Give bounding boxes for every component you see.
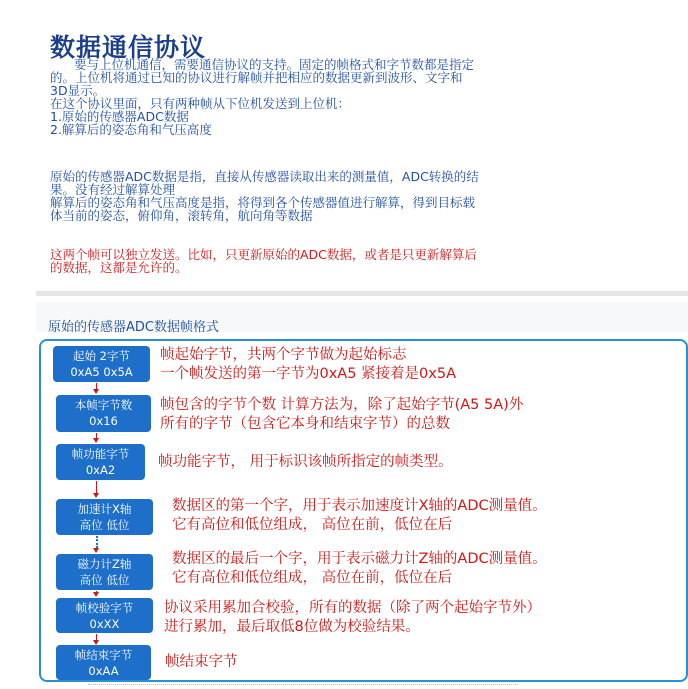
field-desc-accel-x <box>172 497 547 535</box>
raw-desc-line: 解算后的姿态角和气压高度是指，将得到各个传感器值进行解算，得到目标载 <box>50 195 476 210</box>
field-box-checksum <box>56 598 153 633</box>
intro-paragraph <box>50 58 474 136</box>
raw-desc-line: 果。没有经过解算处理 <box>50 182 176 197</box>
raw-desc-line: 原始的传感器ADC数据是指，直接从传感器读取出来的测量值，ADC转换的结 <box>50 169 479 184</box>
field-value: 高位 低位 <box>79 573 130 587</box>
raw-desc-line: 体当前的姿态，俯仰角，滚转角，航向角等数据 <box>50 208 313 223</box>
field-label: 帧结束字节 <box>74 648 133 662</box>
down-arrow-icon <box>93 548 99 553</box>
field-value: 0x16 <box>89 414 118 428</box>
field-desc-line: 帧包含的字节个数 计算方法为，除了起始字节(A5 5A)外 <box>160 397 524 413</box>
field-desc-line: 它有高位和低位组成， 高位在前，低位在后 <box>172 517 453 533</box>
field-desc-function <box>158 453 453 472</box>
intro-line: 要与上位机通信，需要通信协议的支持。固定的帧格式和字节数都是指定 <box>74 57 475 72</box>
section-title: 原始的传感器ADC数据帧格式 <box>48 320 219 335</box>
down-arrow-icon <box>93 438 99 443</box>
note-line: 的数据，这都是允许的。 <box>50 260 188 275</box>
intro-line: 2.解算后的姿态角和气压高度 <box>50 122 212 137</box>
intro-line: 1.原始的传感器ADC数据 <box>50 109 189 124</box>
field-desc-line: 帧起始字节，共两个字节做为起始标志 <box>160 347 407 363</box>
footer-divider <box>88 684 518 685</box>
field-box-end <box>56 645 151 680</box>
field-desc-checksum <box>164 599 541 637</box>
field-label: 起始 2字节 <box>73 349 130 363</box>
field-desc-line: 数据区的最后一个字，用于表示磁力计Z轴的ADC测量值。 <box>172 551 547 567</box>
field-desc-line: 所有的字节（包含它本身和结束字节）的总数 <box>160 416 450 432</box>
field-label: 加速计X轴 <box>77 502 132 516</box>
page-title: 数据通信协议 <box>50 33 207 62</box>
field-desc-line: 协议采用累加合校验，所有的数据（除了两个起始字节外） <box>164 600 541 616</box>
field-desc-line: 数据区的第一个字，用于表示加速度计X轴的ADC测量值。 <box>172 498 547 514</box>
field-box-length <box>56 395 151 432</box>
field-box-accel-x <box>56 499 153 535</box>
field-desc-line: 它有高位和低位组成， 高位在前，低位在后 <box>172 570 453 586</box>
field-label: 磁力计Z轴 <box>77 557 132 571</box>
field-desc-end <box>165 653 238 672</box>
intro-line: 在这个协议里面，只有两种帧从下位机发送到上位机： <box>50 96 351 111</box>
field-desc-line: 帧功能字节， 用于标识该帧所指定的帧类型。 <box>158 454 453 470</box>
ellipsis-connector <box>96 536 98 548</box>
field-desc-line: 一个帧发送的第一字节为0xA5 紧接着是0x5A <box>160 366 457 382</box>
note-paragraph <box>50 248 477 274</box>
down-arrow-icon <box>93 389 99 394</box>
raw-desc-paragraph <box>50 170 479 222</box>
field-value: 0xA5 0x5A <box>70 365 133 379</box>
field-box-function <box>56 444 145 480</box>
field-box-start <box>53 346 150 382</box>
field-label: 帧功能字节 <box>71 447 130 461</box>
field-desc-length <box>160 396 523 434</box>
field-desc-line: 帧结束字节 <box>165 654 238 670</box>
field-value: 0xXX <box>89 617 120 631</box>
field-value: 0xA2 <box>85 463 116 477</box>
note-line: 这两个帧可以独立发送。比如，只更新原始的ADC数据，或者是只更新解算后 <box>50 247 477 262</box>
field-desc-mag-z <box>172 550 547 588</box>
field-label: 本帧字节数 <box>74 398 133 412</box>
field-value: 0xAA <box>88 664 119 678</box>
field-desc-start <box>160 346 456 384</box>
intro-line: 的。上位机将通过已知的协议进行解帧并把相应的数据更新到波形、文字和 <box>50 70 463 85</box>
field-label: 帧校验字节 <box>75 601 134 615</box>
down-arrow-icon <box>93 592 99 597</box>
down-arrow-icon <box>93 493 99 498</box>
field-box-mag-z <box>56 554 153 590</box>
field-value: 高位 低位 <box>79 518 130 532</box>
field-desc-line: 进行累加，最后取低8位做为校验结果。 <box>164 619 420 635</box>
intro-line: 3D显示。 <box>50 83 106 98</box>
